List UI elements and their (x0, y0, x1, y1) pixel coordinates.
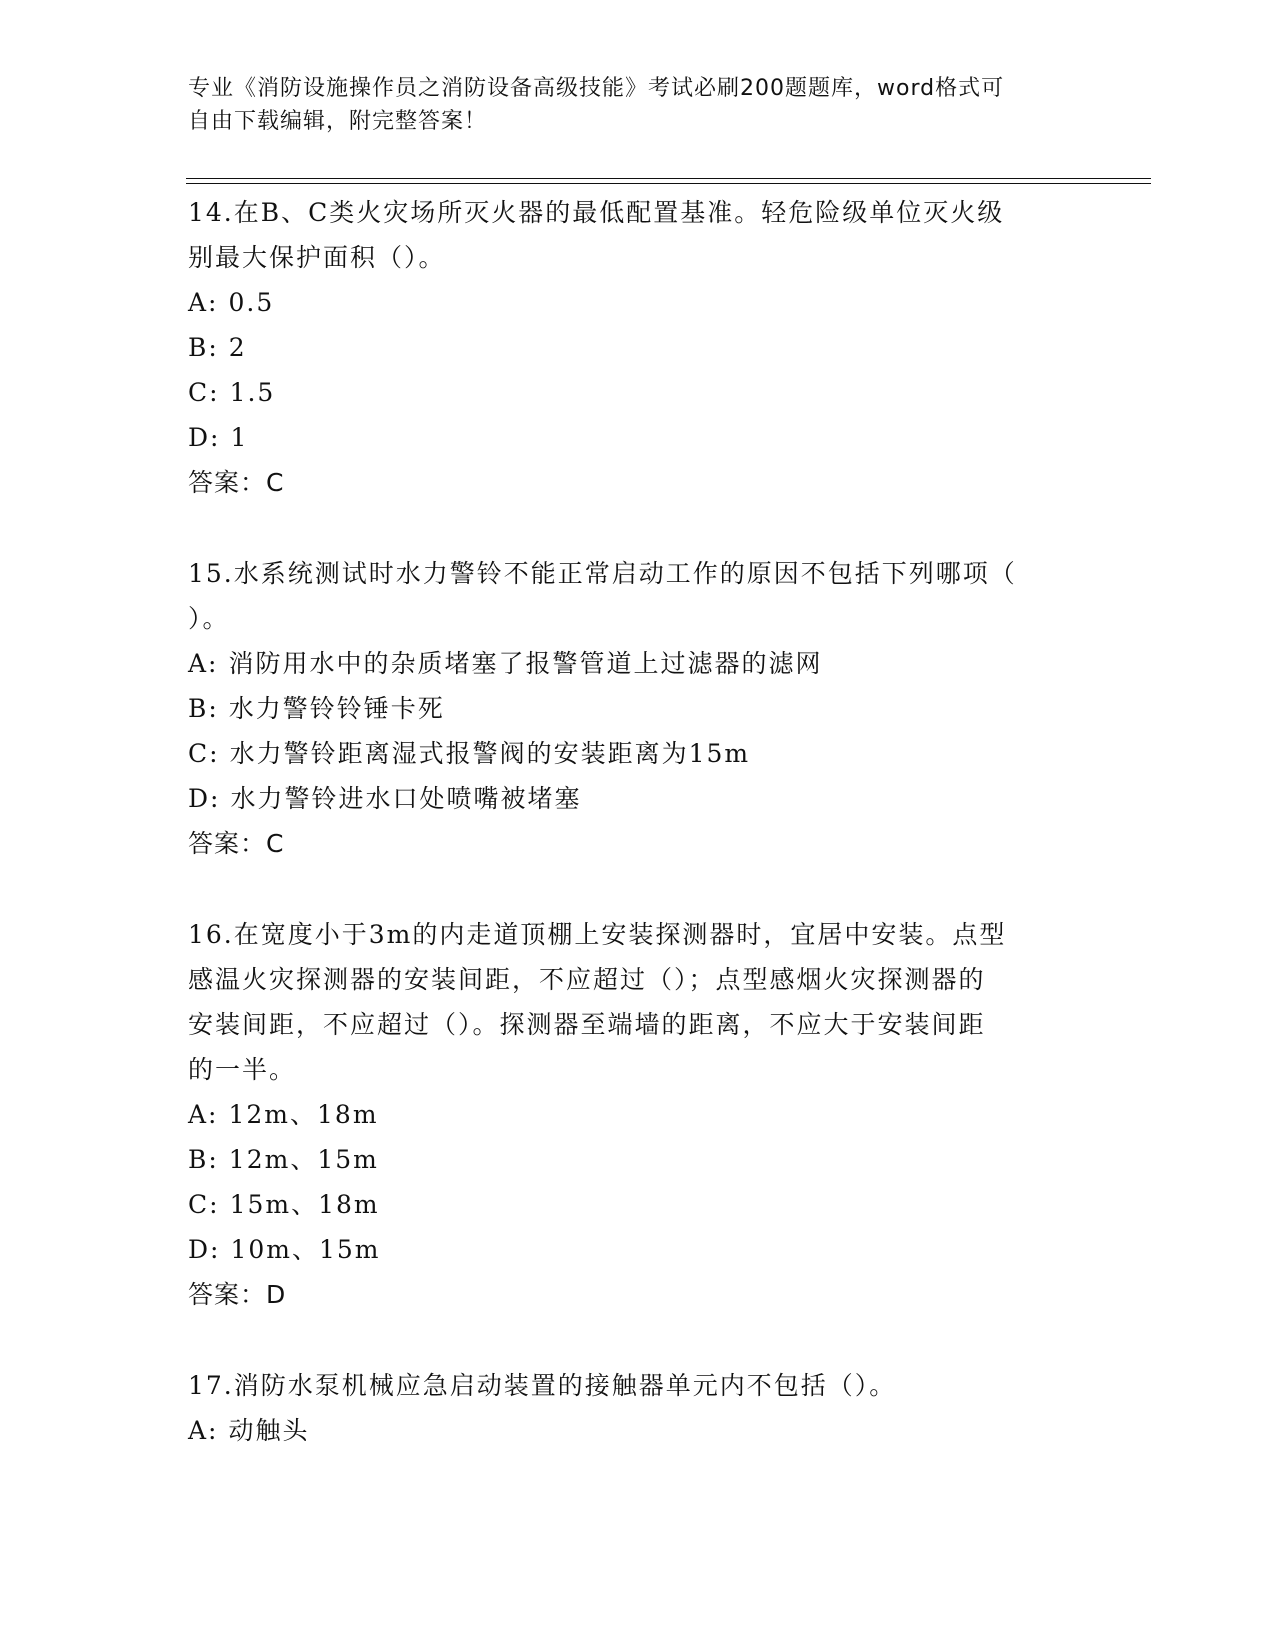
option-key: D: (188, 784, 221, 813)
option-text: 水力警铃距离湿式报警阀的安装距离为15m (229, 739, 751, 768)
question-2 (188, 551, 1068, 866)
document-header (188, 72, 1068, 138)
option-text: 水力警铃铃锤卡死 (228, 694, 445, 723)
header-rule-top (186, 178, 1151, 179)
option-key: D: (188, 1235, 221, 1264)
option-text: 10m、15m (230, 1235, 381, 1264)
answer-key: 答案：C (188, 468, 285, 497)
answer-option (188, 370, 1068, 415)
answer-option (188, 415, 1068, 460)
option-text: 12m、18m (228, 1100, 379, 1129)
answer-option (188, 1182, 1068, 1227)
option-text: 2 (228, 333, 247, 362)
option-text: 12m、15m (228, 1145, 379, 1174)
header-rule-bottom (186, 183, 1151, 184)
option-text: 水力警铃进水口处喷嘴被堵塞 (230, 784, 582, 813)
answer-option (188, 641, 1068, 686)
answer-option (188, 1092, 1068, 1137)
option-text: 1.5 (229, 378, 276, 407)
header-line-1: 专业《消防设施操作员之消防设备高级技能》考试必刷200题题库，word格式可 (188, 76, 1005, 101)
option-key: C: (188, 378, 220, 407)
question-stem-line: 15.水系统测试时水力警铃不能正常启动工作的原因不包括下列哪项（ (188, 559, 1017, 588)
answer-option (188, 1137, 1068, 1182)
option-key: C: (188, 1190, 220, 1219)
option-key: A: (188, 1416, 219, 1445)
question-stem-line: 安装间距，不应超过（）。探测器至端墙的距离，不应大于安装间距 (188, 1010, 986, 1039)
option-text: 1 (230, 423, 249, 452)
answer-option (188, 280, 1068, 325)
option-key: A: (188, 288, 219, 317)
option-text: 0.5 (228, 288, 275, 317)
question-list (188, 190, 1068, 1499)
answer-option (188, 731, 1068, 776)
option-key: B: (188, 1145, 219, 1174)
answer-option (188, 686, 1068, 731)
question-1 (188, 190, 1068, 505)
option-key: D: (188, 423, 221, 452)
option-text: 15m、18m (229, 1190, 380, 1219)
option-key: C: (188, 739, 220, 768)
option-text: 动触头 (228, 1416, 310, 1445)
question-stem-line: 16.在宽度小于3m的内走道顶棚上安装探测器时，宜居中安装。点型 (188, 920, 1007, 949)
question-stem-line: 感温火灾探测器的安装间距，不应超过（）；点型感烟火灾探测器的 (188, 965, 986, 994)
option-key: B: (188, 333, 219, 362)
option-key: A: (188, 1100, 219, 1129)
question-stem-line: ）。 (188, 604, 230, 633)
answer-option (188, 776, 1068, 821)
question-4 (188, 1363, 1068, 1453)
answer-key: 答案：C (188, 829, 285, 858)
question-stem-line: 的一半。 (188, 1055, 297, 1084)
question-stem-line: 别最大保护面积（）。 (188, 243, 446, 272)
option-key: B: (188, 694, 219, 723)
answer-option (188, 325, 1068, 370)
answer-option (188, 1408, 1068, 1453)
header-line-2: 自由下载编辑，附完整答案！ (188, 109, 488, 134)
option-key: A: (188, 649, 219, 678)
question-stem-line: 14.在B、C类火灾场所灭火器的最低配置基准。轻危险级单位灭火级 (188, 198, 1005, 227)
answer-key: 答案：D (188, 1280, 287, 1309)
option-text: 消防用水中的杂质堵塞了报警管道上过滤器的滤网 (228, 649, 823, 678)
question-3 (188, 912, 1068, 1317)
question-stem-line: 17.消防水泵机械应急启动装置的接触器单元内不包括（）。 (188, 1371, 897, 1400)
answer-option (188, 1227, 1068, 1272)
